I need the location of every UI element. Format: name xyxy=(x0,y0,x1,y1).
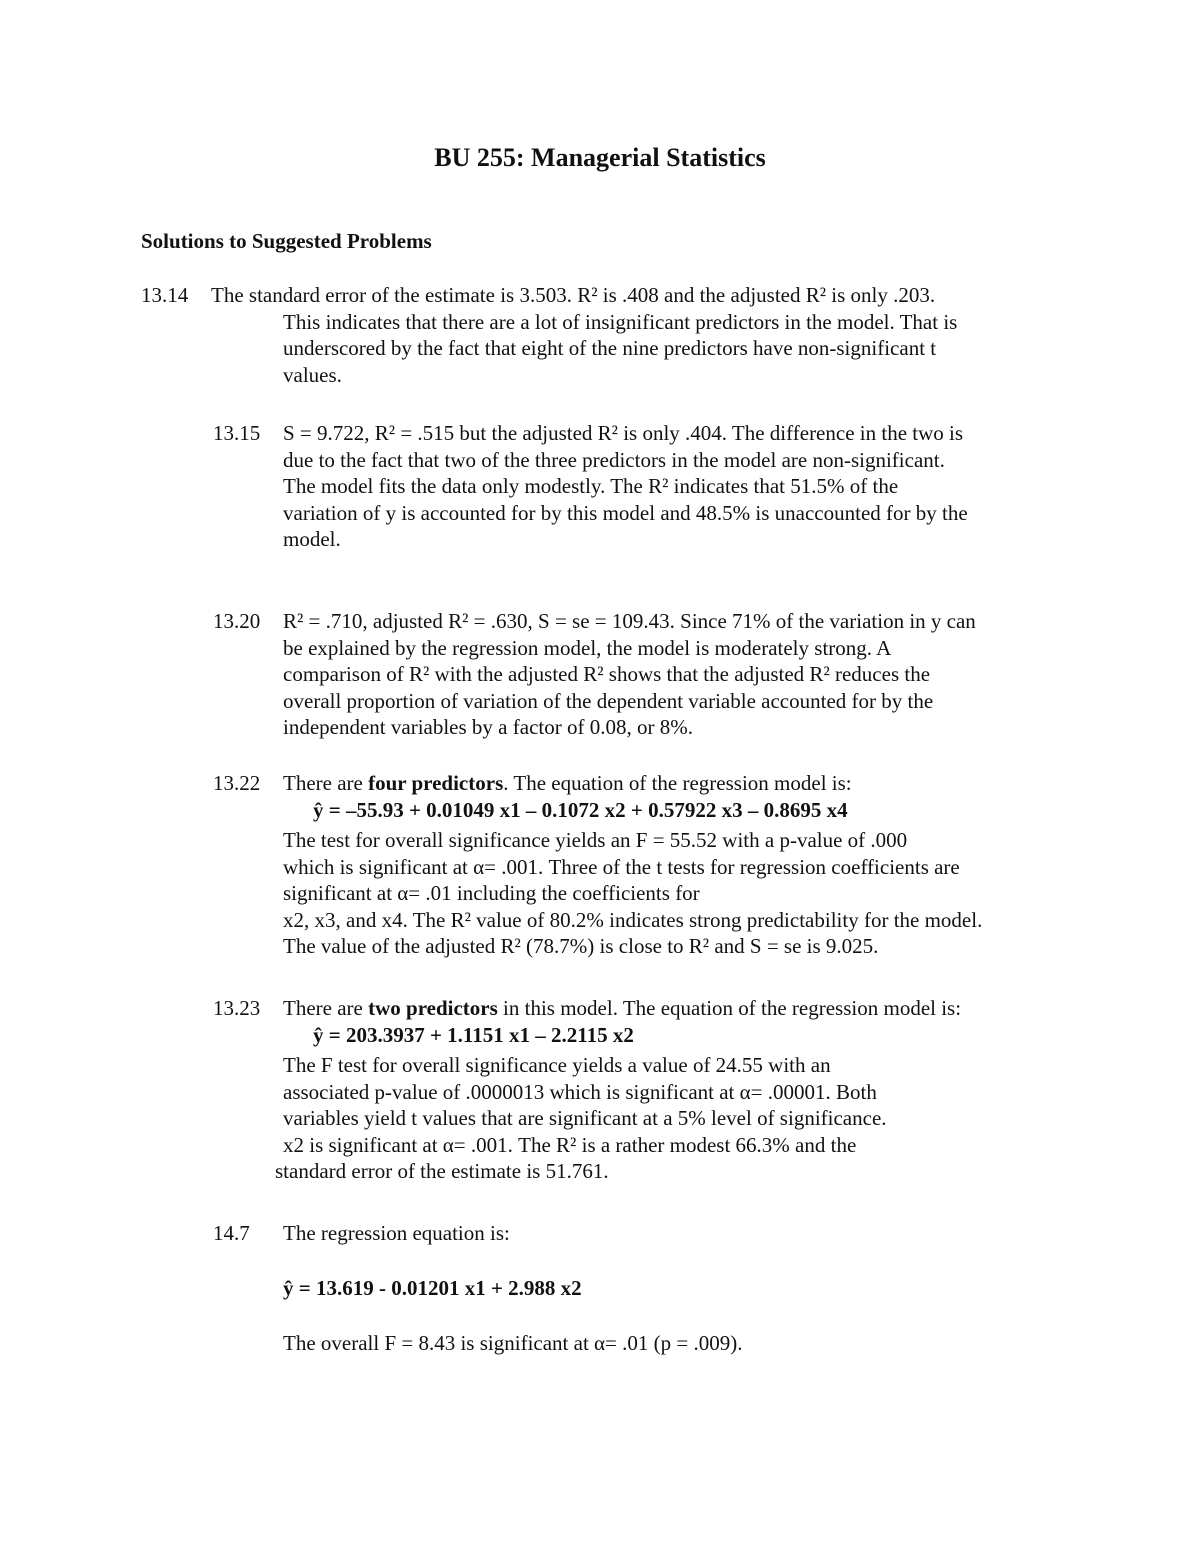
problem-number: 13.20 xyxy=(213,609,261,633)
problem-number: 13.15 xyxy=(213,421,261,445)
problem-line: which is significant at α= .001. Three of the t tests for regression coefficients are xyxy=(283,854,960,879)
problem-line: The F test for overall significance yields a value of 24.55 with an xyxy=(283,1053,831,1077)
problem-line: standard error of the estimate is 51.761. xyxy=(275,1159,609,1183)
regression-equation: ŷ = –55.93 + 0.01049 x1 – 0.1072 x2 + 0.57922 x3 – 0.8695 x4 xyxy=(313,797,848,822)
problem-line: x2 is significant at α= .001. The R² is a rather modest 66.3% and the xyxy=(283,1132,857,1157)
problem-line: R² = .710, adjusted R² = .630, S = se = 109.43. Since 71% of the variation in y can xyxy=(283,609,976,633)
problem-line: underscored by the fact that eight of the nine predictors have non-significant t xyxy=(283,336,937,360)
problem-line: comparison of R² with the adjusted R² shows that the adjusted R² reduces the xyxy=(283,662,931,686)
regression-equation: ŷ = 13.619 - 0.01201 x1 + 2.988 x2 xyxy=(283,1275,582,1300)
problem-intro: The regression equation is: xyxy=(283,1221,510,1245)
problem-line: The value of the adjusted R² (78.7%) is close to R² and S = se is 9.025. xyxy=(283,934,879,958)
problem-line: associated p-value of .0000013 which is significant at α= .00001. Both xyxy=(283,1079,877,1104)
problem-line: overall proportion of variation of the dependent variable accounted for by the xyxy=(283,688,934,713)
problem-line: model. xyxy=(283,527,341,551)
problem-line: This indicates that there are a lot of insignificant predictors in the model. That is xyxy=(283,309,958,334)
problem-line: x2, x3, and x4. The R² value of 80.2% indicates strong predictability for the model. xyxy=(283,907,983,932)
problem-intro: There are four predictors. The equation of the regression model is: xyxy=(283,771,852,795)
emphasis: two predictors xyxy=(368,996,498,1020)
problem-number: 13.14 xyxy=(141,283,189,307)
problem-line: significant at α= .01 including the coefficients for xyxy=(283,881,700,905)
page-title: BU 255: Managerial Statistics xyxy=(434,143,766,172)
problem-line: values. xyxy=(283,362,342,387)
emphasis: four predictors xyxy=(368,771,504,795)
problem-number: 13.23 xyxy=(213,996,261,1020)
problem-line: The standard error of the estimate is 3.503. R² is .408 and the adjusted R² is only .203. xyxy=(211,283,936,307)
problem-line: The overall F = 8.43 is significant at α= .01 (p = .009). xyxy=(283,1331,743,1355)
problem-intro: There are two predictors in this model. The equation of the regression model is: xyxy=(283,996,962,1020)
problem-line: variation of y is accounted for by this model and 48.5% is unaccounted for by the xyxy=(283,500,968,525)
problem-line: variables yield t values that are significant at a 5% level of significance. xyxy=(283,1106,887,1130)
section-subtitle: Solutions to Suggested Problems xyxy=(141,229,432,253)
problem-line: be explained by the regression model, the model is moderately strong. A xyxy=(283,635,892,660)
problem-line: independent variables by a factor of 0.08, or 8%. xyxy=(283,715,693,739)
problem-line: The test for overall significance yields an F = 55.52 with a p-value of .000 xyxy=(283,828,908,852)
problem-number: 14.7 xyxy=(213,1221,250,1245)
problem-line: The model fits the data only modestly. The R² indicates that 51.5% of the xyxy=(283,474,899,498)
problem-line: S = 9.722, R² = .515 but the adjusted R² is only .404. The difference in the two is xyxy=(283,421,964,445)
problem-line: due to the fact that two of the three predictors in the model are non-significant. xyxy=(283,447,945,472)
regression-equation: ŷ = 203.3937 + 1.1151 x1 – 2.2115 x2 xyxy=(313,1022,634,1047)
problem-number: 13.22 xyxy=(213,771,261,795)
